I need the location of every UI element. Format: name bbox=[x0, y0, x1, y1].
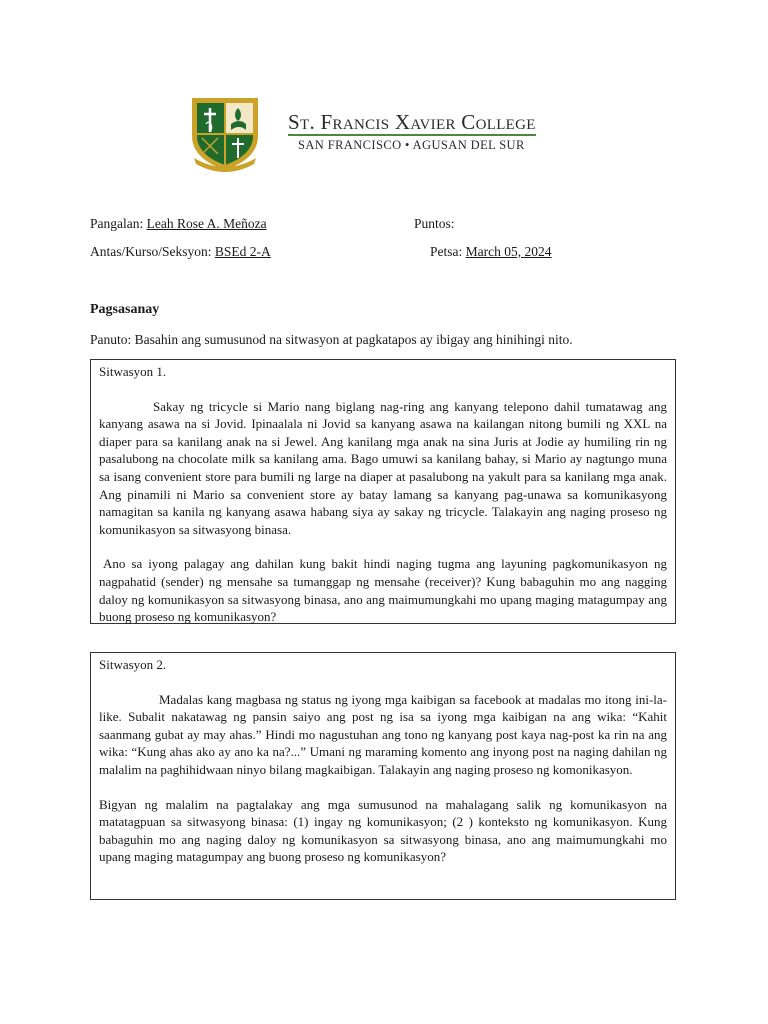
college-location: SAN FRANCISCO • AGUSAN DEL SUR bbox=[298, 138, 525, 152]
name-line bbox=[90, 216, 267, 232]
situation-question: Bigyan ng malalim na pagtalakay ang mga sumusunod na mahalagang salik ng komunikasyon na matatagpuan sa sitwasyong binasa: (1) ingay ng komunikasyon; (2 ) konteksto ng komunikasyon. Kung babaguhin mo ang naging daloy ng komunikasyon sa sitwasyong binasa, ano ang maimumungkahi mo upang maging matagumpay ang buong proseso ng komunikasyon? bbox=[99, 796, 667, 865]
date-line bbox=[430, 244, 551, 260]
situation-title: Sitwasyon 2. bbox=[99, 657, 167, 672]
situation-box-2 bbox=[90, 652, 676, 900]
level-label: Antas/Kurso/Seksyon: bbox=[90, 244, 212, 259]
situation-question: Ano sa iyong palagay ang dahilan kung bakit hindi naging tugma ang layuning pagkomunikasyon ng nagpahatid (sender) ng mensahe sa tumanggap ng mensahe (receiver)? Kung babaguhin mo ang nagging daloy ng komunikasyon sa sitwasyong binasa, ano ang maimumungkahi mo upang maging matagumpay ang buong proseso ng komunikasyon? bbox=[99, 556, 667, 625]
situation-paragraph: Madalas kang magbasa ng status ng iyong mga kaibigan sa facebook at madalas mo itong ini-la-like. Subalit nakatawag ng pansin saiyo ang post ng isa sa iyong mga kaibigan na ang wika: “Kahit saanmang gubat ay may ahas.” Hindi mo nagustuhan ang tono ng kanyang post kaya nag-post ka rin na ang wika: “Kung ahas ako ay ano ka na?...” Umani ng maraming komento ang inyong post na naging dahilan ng malalim na paghihidwaan ninyo bilang magkaibigan. Talakayin ang naging proseso ng komonikasyon. bbox=[99, 691, 667, 777]
level-line bbox=[90, 244, 271, 260]
college-seal-icon bbox=[188, 94, 262, 172]
level-value: BSEd 2-A bbox=[214, 244, 271, 259]
date-label: Petsa: bbox=[430, 244, 463, 259]
header-divider bbox=[288, 134, 536, 136]
section-heading: Pagsasanay bbox=[90, 302, 160, 317]
instruction-text: Panuto: Basahin ang sumusunod na sitwasyon at pagkatapos ay ibigay ang hinihingi nito. bbox=[90, 332, 573, 347]
score-label: Puntos: bbox=[414, 216, 455, 231]
name-value: Leah Rose A. Meñoza bbox=[146, 216, 267, 231]
situation-paragraph: Sakay ng tricycle si Mario nang biglang nag-ring ang kanyang telepono dahil tumatawag ang kanyang asawa na si Jovid. Ipinaalala ni Jovid sa kanyang asawa na kailangan nitong bumili ng XXL na diaper para sa kanilang anak na si Jewel. Ang kanilang mga anak na sina Juris at Jodie ay humiling rin ng pasalubong na chocolate milk sa kanilang ama. Bago umuwi sa kanilang bahay, si Mario ay nagtungo muna sa isang convenient store para bumili ng large na diaper at pasalubong na yakult para sa kanilang mga anak. Ang pinamili ni Mario sa convenient store ay batay lamang sa kanyang pag-unawa sa komunikasyong namagitan sa kanila ng kanyang asawa habang siya ay sakay ng tricycle. Talakayin ang naging proseso ng komunikasyon sa sitwasyong binasa. bbox=[99, 398, 667, 537]
college-logo bbox=[188, 94, 262, 172]
score-line bbox=[414, 216, 455, 232]
date-value: March 05, 2024 bbox=[465, 244, 552, 259]
situation-title: Sitwasyon 1. bbox=[99, 364, 167, 379]
situation-box-1 bbox=[90, 359, 676, 624]
college-name: St. Francis Xavier College bbox=[288, 110, 536, 134]
name-label: Pangalan: bbox=[90, 216, 144, 231]
